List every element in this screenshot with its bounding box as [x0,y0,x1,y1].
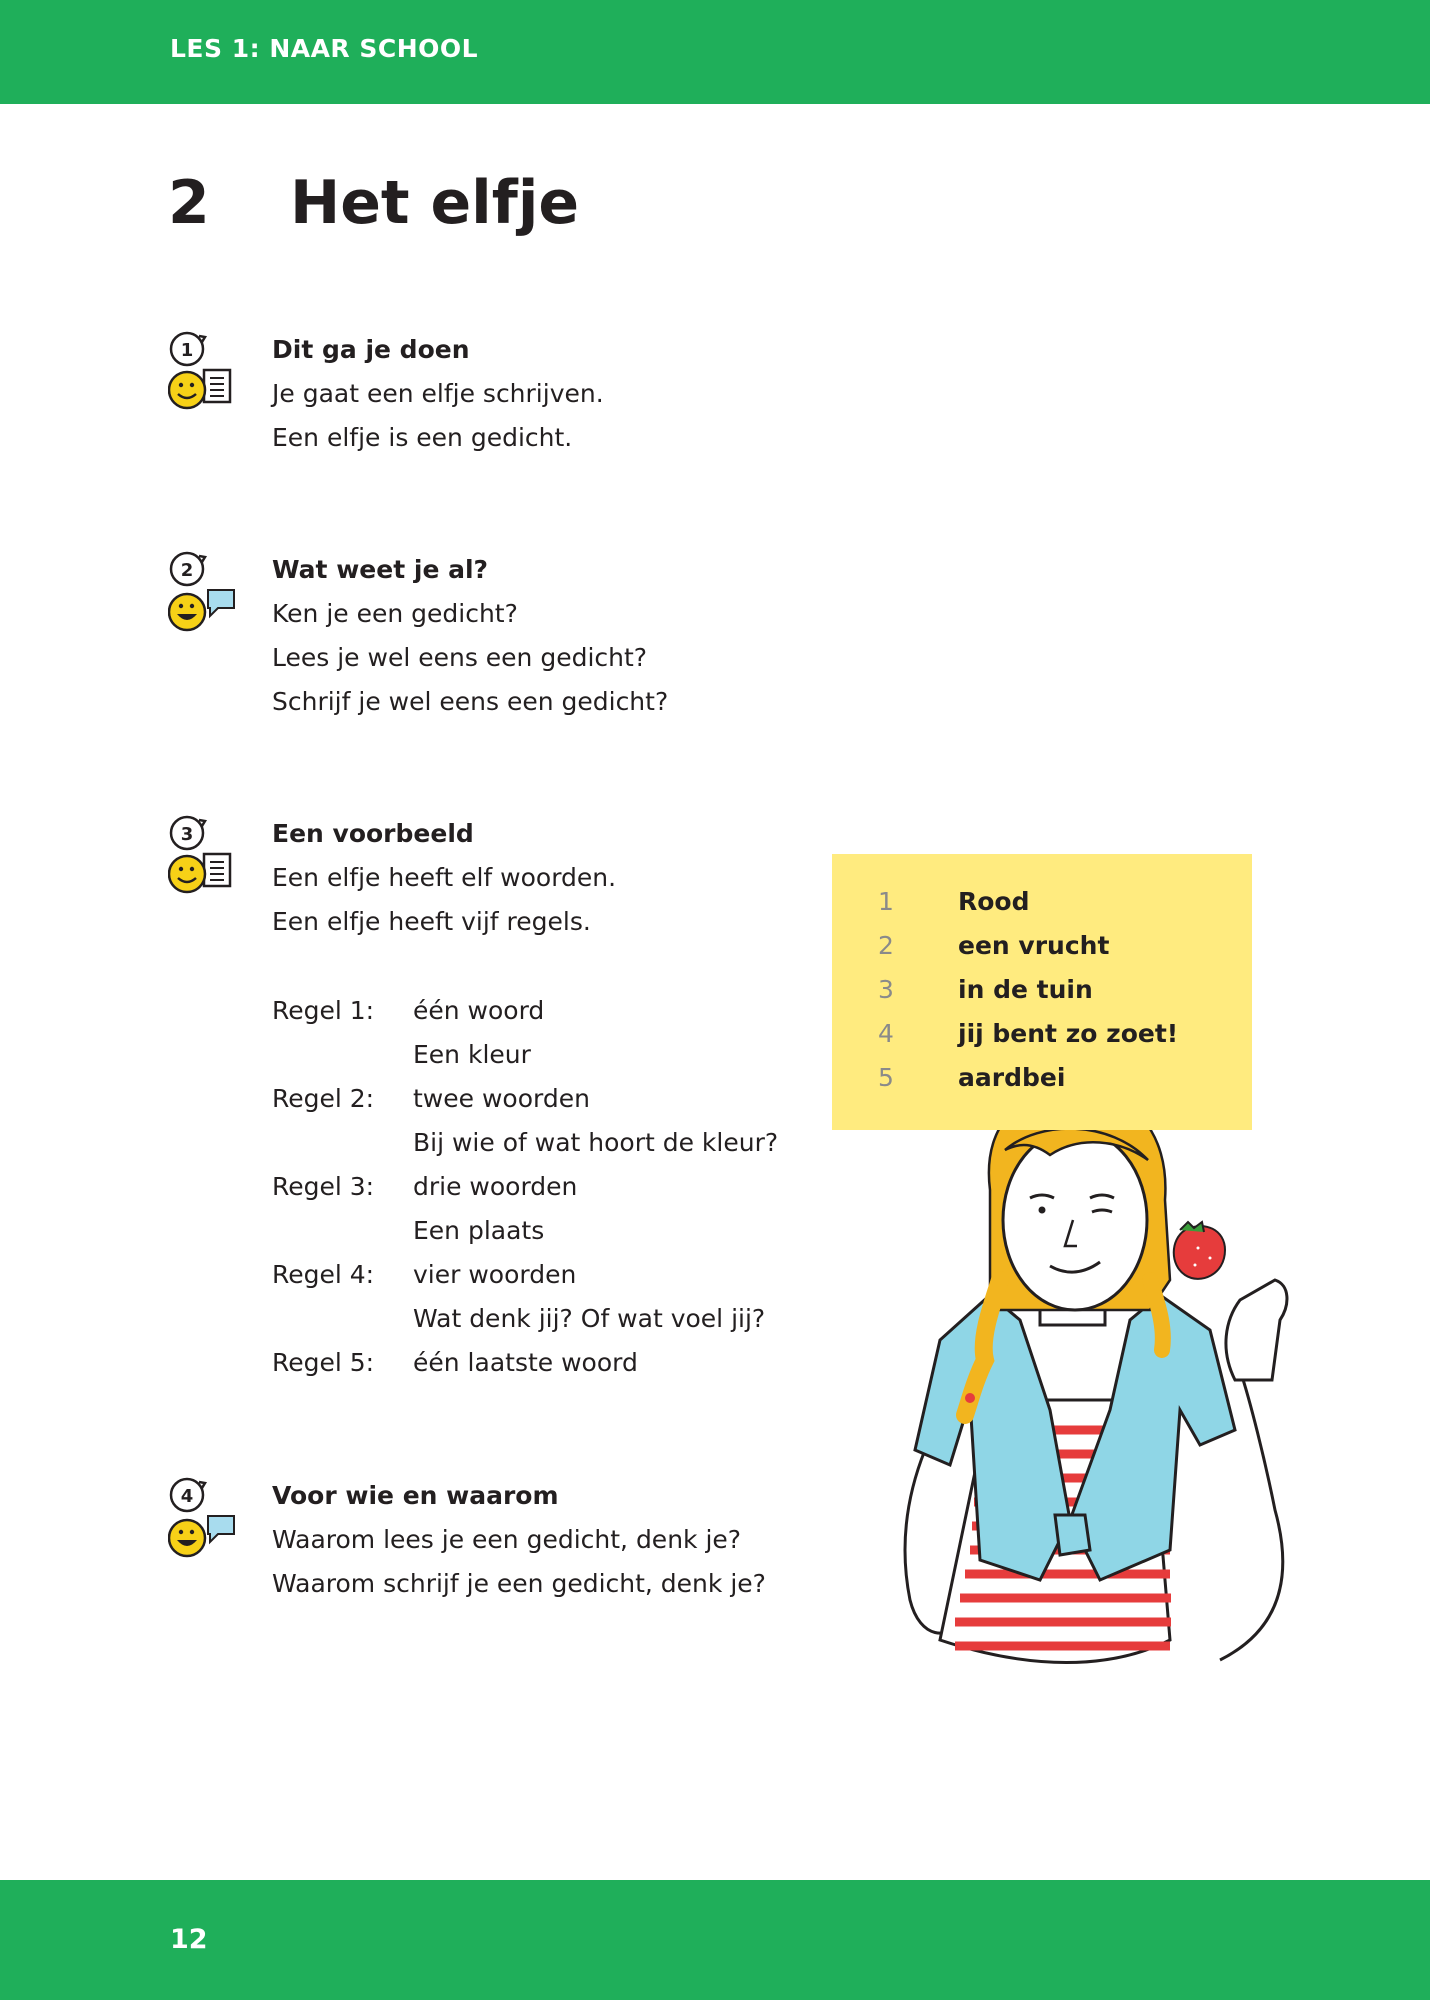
section-text: Ken je een gedicht? [272,599,518,628]
svg-text:3: 3 [180,824,194,845]
footer-bar [0,1880,1430,2000]
rule-label: Regel 1: [272,996,375,1025]
section-heading: Een voorbeeld [272,819,474,848]
section-dit-ga-je-doen [272,328,604,460]
poem-line-text: in de tuin [958,975,1093,1004]
svg-text:4: 4 [180,1486,194,1507]
rule-value: Bij wie of wat hoort de kleur? [413,1128,779,1157]
chapter-number: 2 [168,168,210,238]
rule-label: Regel 5: [272,1348,375,1377]
poem-line-text: jij bent zo zoet! [958,1019,1179,1048]
poem-line-number: 3 [878,975,894,1004]
step-3-smiley-document-icon [168,814,238,896]
rule-value: één woord [413,996,545,1025]
poem-line-text: een vrucht [958,931,1110,960]
rule-value: Wat denk jij? Of wat voel jij? [413,1304,766,1333]
section-text: Schrijf je wel eens een gedicht? [272,687,669,716]
poem-line-number: 1 [878,887,894,916]
poem-line-number: 5 [878,1063,894,1092]
girl-with-strawberry-illustration [880,1080,1300,1680]
chapter-title: Het elfje [290,168,580,238]
poem-example-box [832,854,1252,1130]
section-heading: Wat weet je al? [272,555,489,584]
section-text: Je gaat een elfje schrijven. [272,379,604,408]
section-text: Een elfje heeft elf woorden. [272,863,617,892]
rule-value: Een plaats [413,1216,545,1245]
poem-line-number: 2 [878,931,894,960]
section-text: Een elfje is een gedicht. [272,423,573,452]
header-bar [0,0,1430,104]
section-wat-weet-je-al [272,548,668,724]
rule-label: Regel 2: [272,1084,375,1113]
rule-value: drie woorden [413,1172,578,1201]
section-voor-wie-en-waarom [272,1474,766,1606]
section-heading: Dit ga je doen [272,335,470,364]
section-text: Lees je wel eens een gedicht? [272,643,648,672]
rule-value: Een kleur [413,1040,531,1069]
step-4-smiley-speech-bubble-icon [168,1476,238,1558]
rule-label: Regel 3: [272,1172,375,1201]
lesson-title: LES 1: NAAR SCHOOL [170,34,479,63]
poem-line-text: Rood [958,887,1030,916]
section-heading: Voor wie en waarom [272,1481,559,1510]
rule-value: vier woorden [413,1260,577,1289]
section-text: Waarom schrijf je een gedicht, denk je? [272,1569,766,1598]
svg-text:1: 1 [180,340,194,361]
rule-value: twee woorden [413,1084,590,1113]
poem-line-text: aardbei [958,1063,1066,1092]
rule-label: Regel 4: [272,1260,375,1289]
step-1-smiley-document-icon [168,330,238,412]
page-number: 12 [170,1924,208,1955]
section-text: Waarom lees je een gedicht, denk je? [272,1525,742,1554]
rule-value: één laatste woord [413,1348,638,1377]
section-een-voorbeeld [272,812,616,944]
poem-line-number: 4 [878,1019,894,1048]
section-text: Een elfje heeft vijf regels. [272,907,591,936]
svg-text:2: 2 [180,560,194,581]
step-2-smiley-speech-bubble-icon [168,550,238,632]
